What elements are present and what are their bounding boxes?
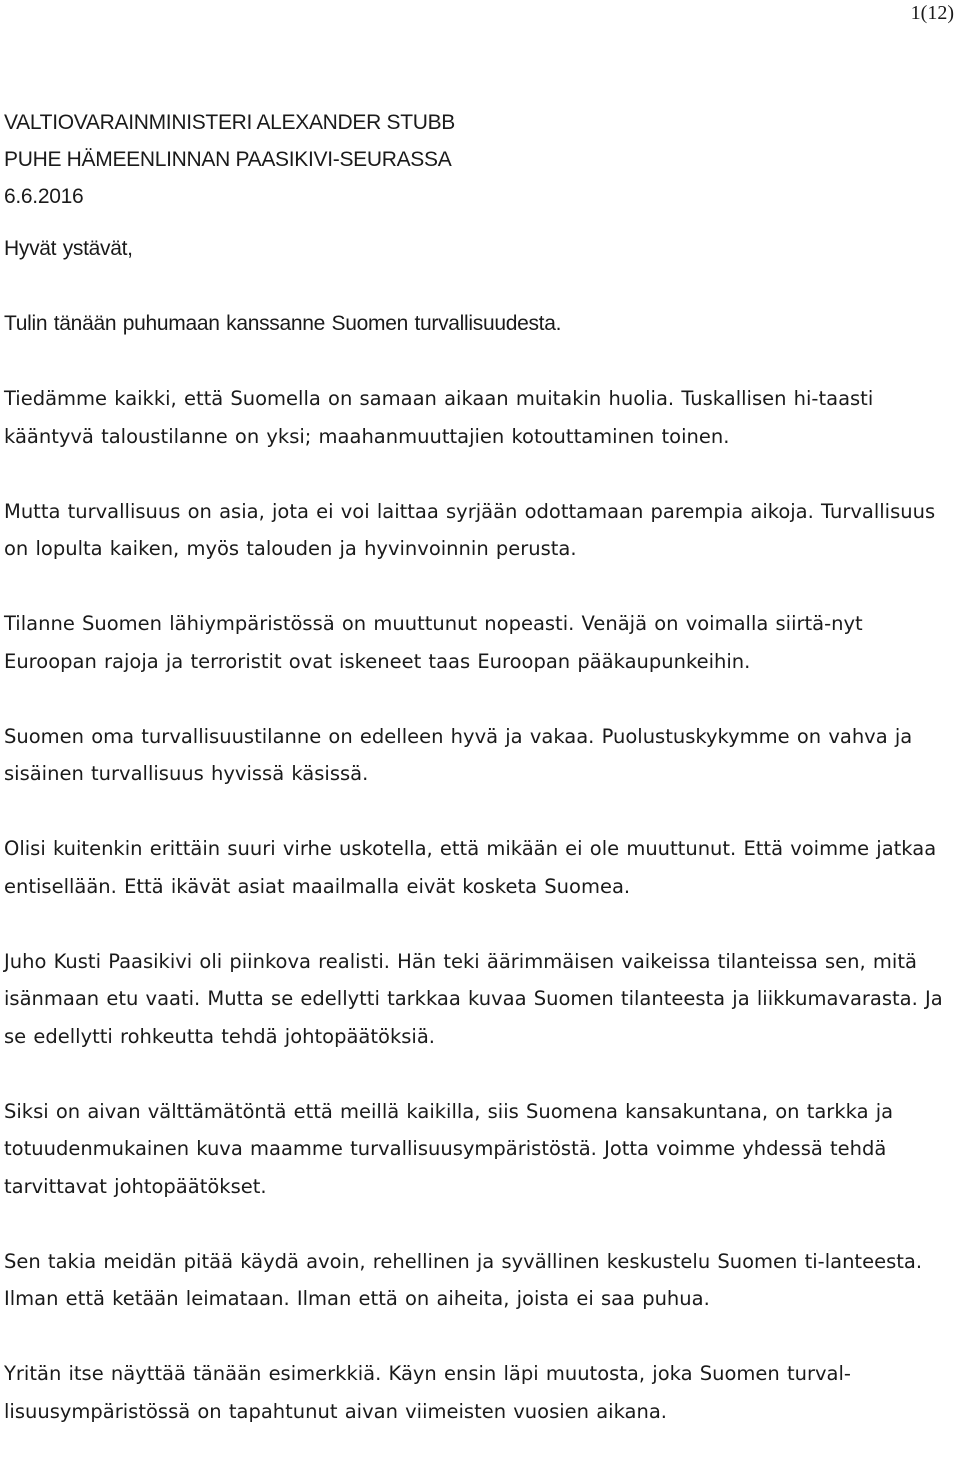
- speech-title: VALTIOVARAINMINISTERI ALEXANDER STUBB: [4, 111, 456, 134]
- paragraph: Tulin tänään puhumaan kanssanne Suomen turvallisuudesta.: [4, 312, 562, 335]
- paragraph: Juho Kusti Paasikivi oli piinkova realisti. Hän teki äärimmäisen vaikeissa tilanteissa sen, mitä isänmaan etu vaati. Mutta se edellytti tarkkaa kuvaa Suomen tilanteesta ja liikkumavarasta. Ja se edellytti rohkeutta tehdä johtopäätöksiä.: [4, 949, 943, 1048]
- paragraph: Tiedämme kaikki, että Suomella on samaan aikaan muitakin huolia. Tuskallisen hi-taasti kääntyvä taloustilanne on yksi; maahanmuuttajien kotouttaminen toinen.: [4, 387, 874, 448]
- paragraph: Sen takia meidän pitää käydä avoin, rehellinen ja syvällinen keskustelu Suomen ti-lanteesta. Ilman että ketään leimataan. Ilman että on aiheita, joista ei saa puhua.: [4, 1249, 923, 1310]
- speech-date: 6.6.2016: [4, 185, 84, 208]
- speech-header: [4, 104, 954, 215]
- paragraph: Olisi kuitenkin erittäin suuri virhe uskotella, että mikään ei ole muuttunut. Että voimme jatkaa entisellään. Että ikävät asiat maailmalla eivät kosketa Suomea.: [4, 837, 937, 898]
- paragraph: Mutta turvallisuus on asia, jota ei voi laittaa syrjään odottamaan parempia aikoja. Turvallisuus on lopulta kaiken, myös talouden ja hyvinvoinnin perusta.: [4, 499, 936, 560]
- page-number: 1(12): [910, 2, 954, 24]
- paragraph-greeting: Hyvät ystävät,: [4, 237, 133, 260]
- paragraph: Suomen oma turvallisuustilanne on edelleen hyvä ja vakaa. Puolustuskykymme on vahva ja sisäinen turvallisuus hyvissä käsissä.: [4, 724, 913, 785]
- paragraph: Yritän itse näyttää tänään esimerkkiä. Käyn ensin läpi muutosta, joka Suomen turval-lisuusympäristössä on tapahtunut aivan viimeisten vuosien aikana.: [4, 1362, 851, 1423]
- paragraph: Tilanne Suomen lähiympäristössä on muuttunut nopeasti. Venäjä on voimalla siirtä-nyt Euroopan rajoja ja terroristit ovat iskeneet taas Euroopan pääkaupunkeihin.: [4, 612, 863, 673]
- document-body: [4, 104, 954, 1430]
- paragraph: Siksi on aivan välttämätöntä että meillä kaikilla, siis Suomena kansakuntana, on tarkka ja totuudenmukainen kuva maamme turvallisuusympäristöstä. Jotta voimme yhdessä tehdä tarvittavat johtopäätökset.: [4, 1099, 894, 1198]
- speech-subtitle: PUHE HÄMEENLINNAN PAASIKIVI-SEURASSA: [4, 148, 452, 171]
